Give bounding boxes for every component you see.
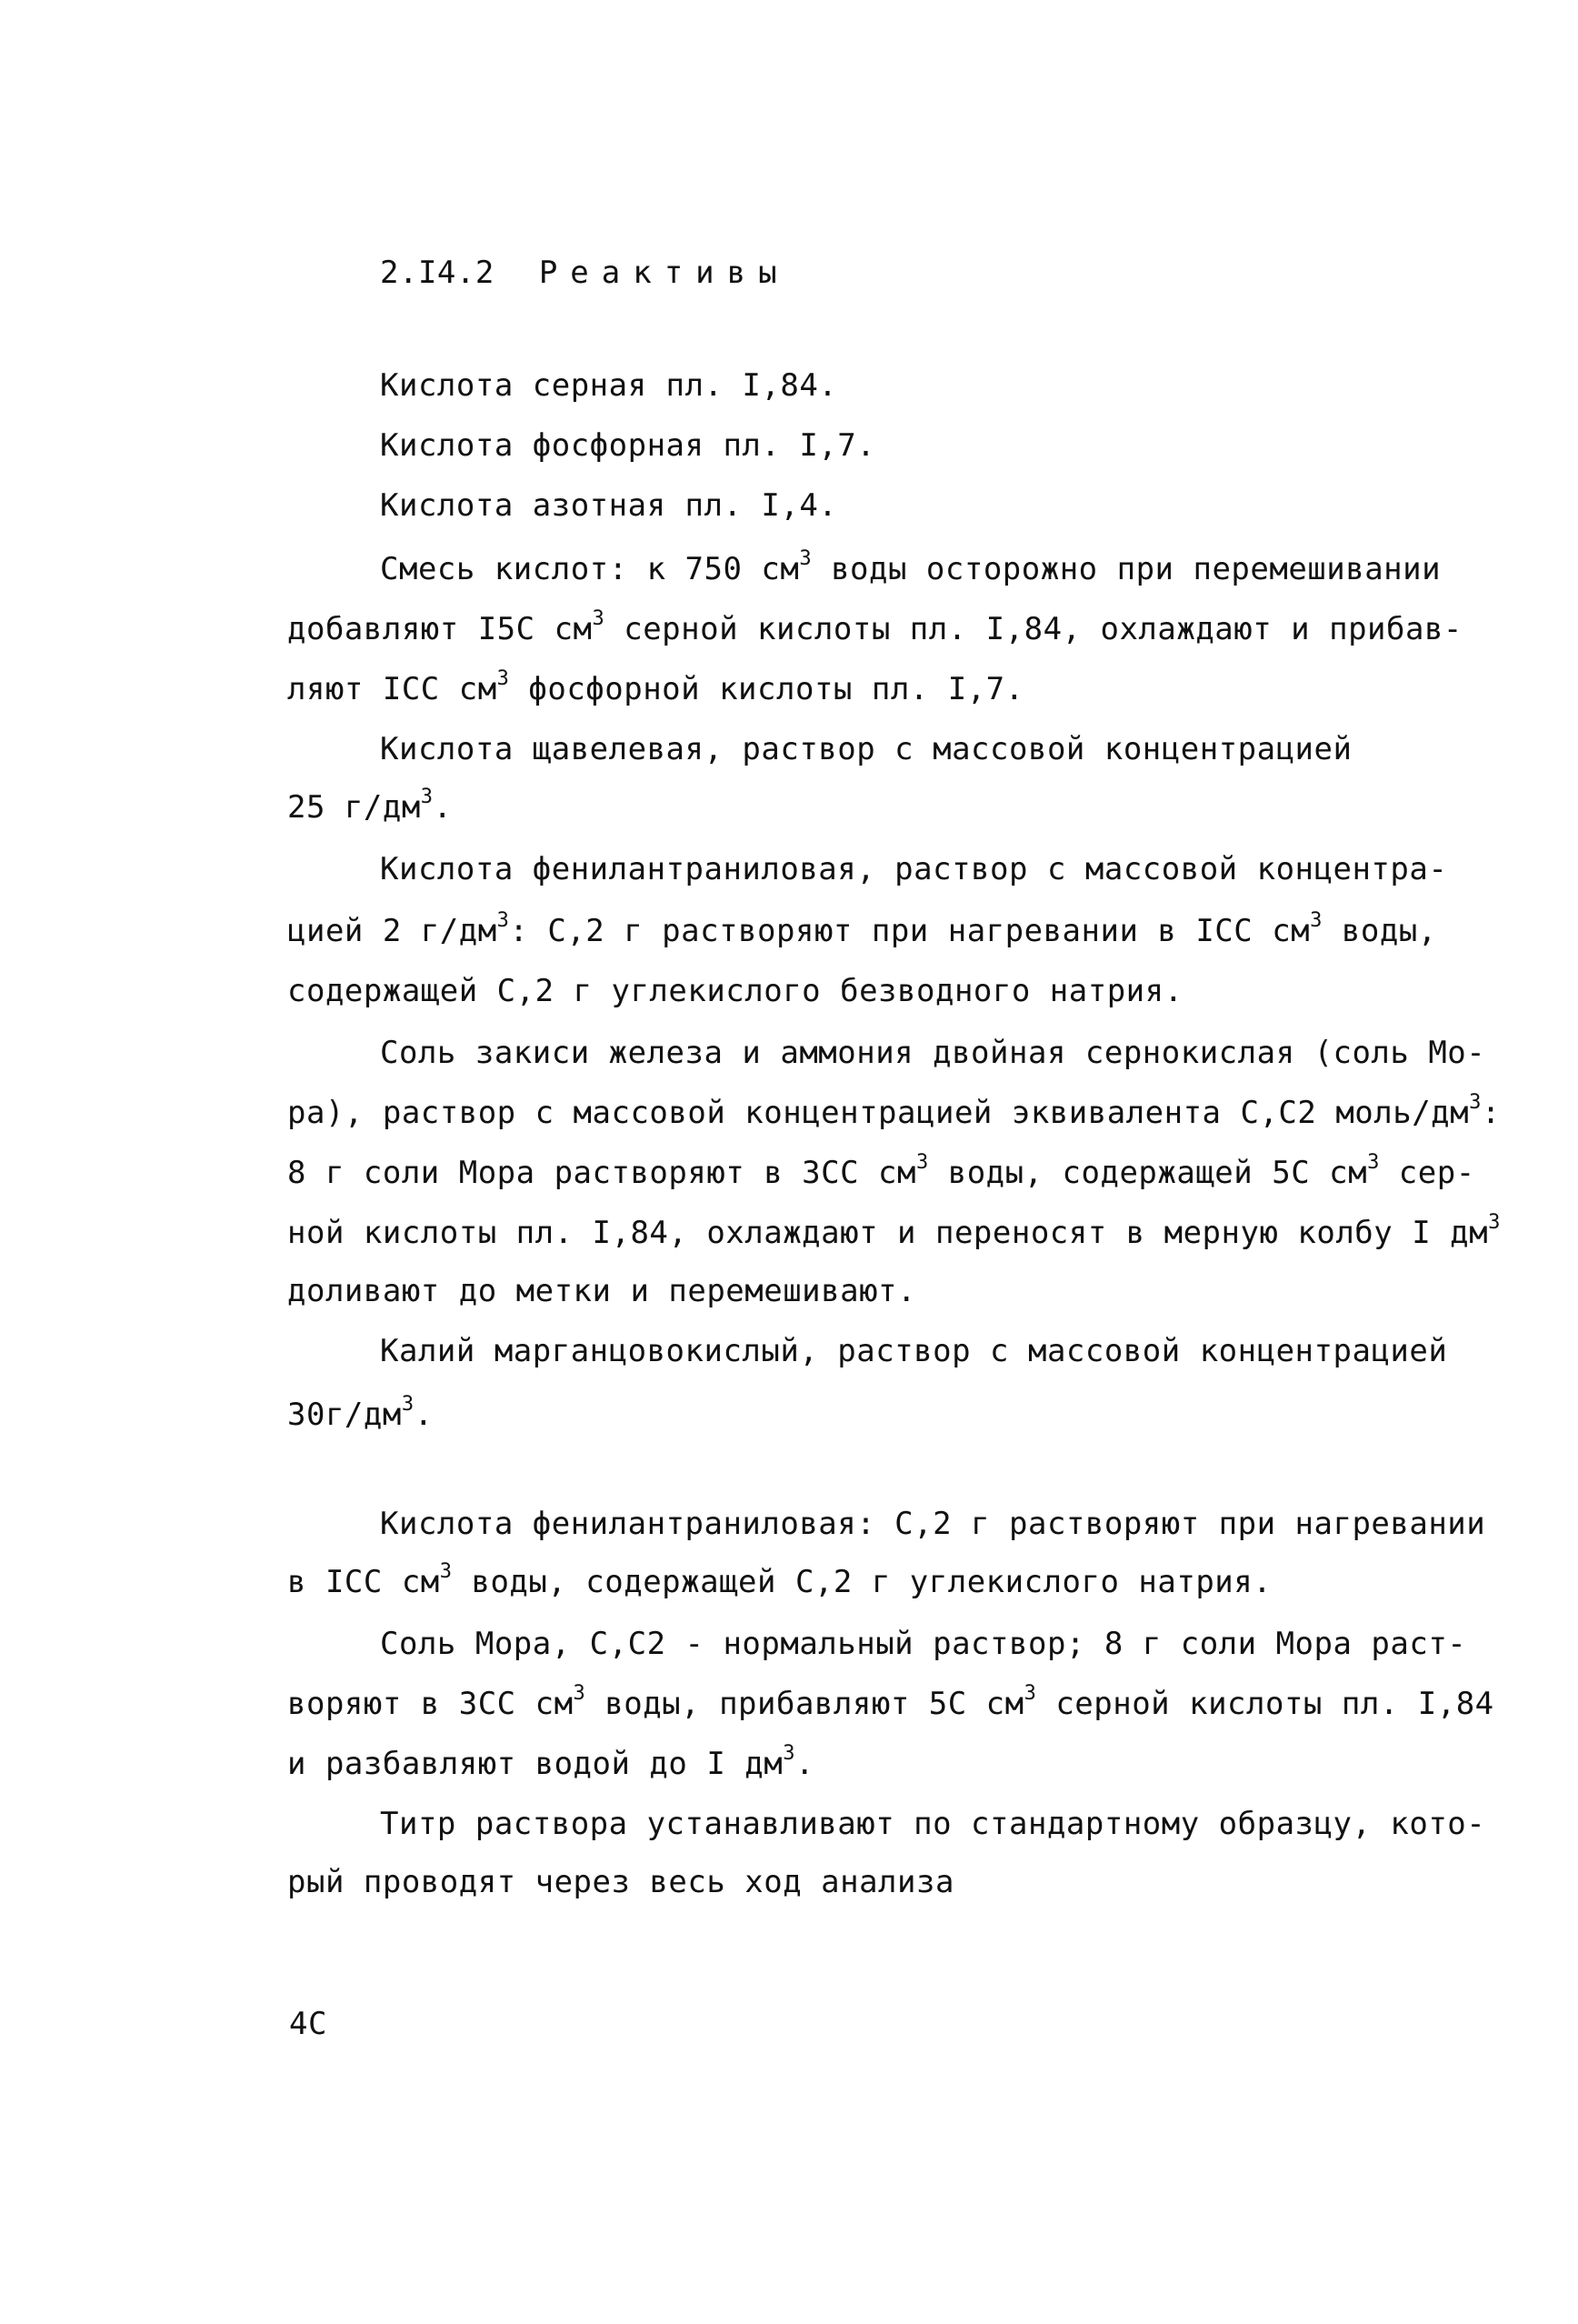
paragraph-permanganate-line1: Калий марганцовокислый, раствор с массовой концентрацией [380, 1333, 1448, 1369]
paragraph-mohr-line4: ной кислоты пл. I,84, охлаждают и переносят в мерную колбу I $дм^3$ [287, 1211, 1501, 1251]
paragraph-mohr-line1: Соль закиси железа и аммония двойная сернокислая (соль Мо- [380, 1035, 1486, 1071]
section-number: 2.I4.2 [380, 255, 494, 291]
paragraph-phenylanthranilic-line2: цией 2 $г/дм^3$: C,2 г растворяют при нагревании в IСС $см^3$ воды, [287, 909, 1437, 949]
paragraph-acid-mix-line2: добавляют I5C $см^3$ серной кислоты пл. I,84, охлаждают и прибав- [287, 607, 1463, 647]
paragraph-alt-mohr-line1: Соль Мора, C,C2 - нормальный раствор; 8 г соли Мора раст- [380, 1626, 1467, 1662]
paragraph-oxalic-line1: Кислота щавелевая, раствор с массовой концентрацией [380, 731, 1353, 767]
paragraph-phenylanthranilic-line3: содержащей C,2 г углекислого безводного натрия. [287, 973, 1184, 1009]
paragraph-acid-mix-line3: ляют IСС $см^3$ фосфорной кислоты пл. I,7. [287, 667, 1024, 707]
paragraph-alt-phenylanthranilic-line2: в IСС $см^3$ воды, содержащей C,2 г углекислого натрия. [287, 1560, 1273, 1600]
paragraph-titer-line1: Титр раствора устанавливают по стандартному образцу, кото- [380, 1806, 1486, 1842]
paragraph-nitric-acid: Кислота азотная пл. I,4. [380, 487, 838, 524]
section-heading [380, 255, 790, 291]
paragraph-sulfuric-acid: Кислота серная пл. I,84. [380, 367, 838, 404]
paragraph-oxalic-line2: 25 $г/дм^3$. [287, 786, 453, 826]
paragraph-alt-mohr-line3: и разбавляют водой до I $дм^3$. [287, 1742, 814, 1782]
paragraph-titer-line2: рый проводят через весь ход анализа [287, 1864, 954, 1900]
page-number: 4C [289, 2006, 327, 2042]
paragraph-mohr-line5: доливают до метки и перемешивают. [287, 1273, 917, 1309]
paragraph-permanganate-line2: $30г/дм^3$. [287, 1393, 434, 1433]
section-title: Реактивы [538, 255, 790, 291]
paragraph-alt-phenylanthranilic-line1: Кислота фенилантраниловая: C,2 г растворяют при нагревании [380, 1506, 1486, 1542]
paragraph-alt-mohr-line2: воряют в 3СС $см^3$ воды, прибавляют 5C $см^3$ серной кислоты пл. I,84 [287, 1682, 1494, 1722]
paragraph-phenylanthranilic-line1: Кислота фенилантраниловая, раствор с массовой концентра- [380, 851, 1448, 887]
paragraph-phosphoric-acid: Кислота фосфорная пл. I,7. [380, 427, 876, 464]
paragraph-mohr-line2: ра), раствор с массовой концентрацией эквивалента C,C2 моль/$дм^3$: [287, 1091, 1501, 1131]
paragraph-mohr-line3: 8 г соли Мора растворяют в 3СС $см^3$ воды, содержащей 5C $см^3$ сер- [287, 1151, 1475, 1191]
paragraph-acid-mix-line1: Смесь кислот: к 750 $см^3$ воды осторожно при перемешивании [380, 547, 1442, 587]
